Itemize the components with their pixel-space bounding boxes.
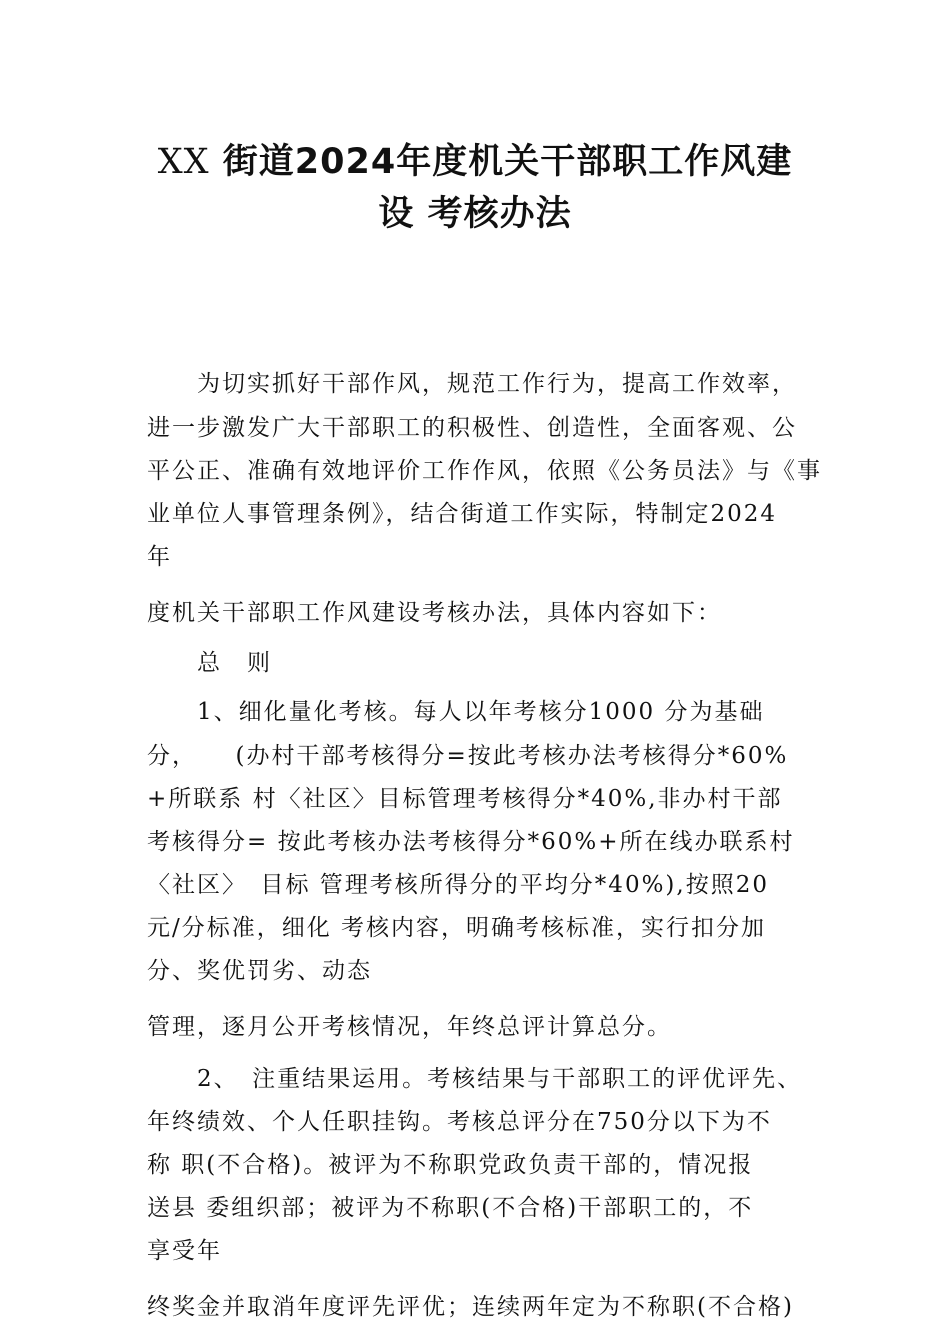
paragraph-line: 送县 委组织部；被评为不称职(不合格)干部职工的，不 bbox=[147, 1195, 754, 1221]
paragraph-line: 度机关干部职工作风建设考核办法，具体内容如下： bbox=[147, 600, 722, 626]
paragraph-line: 元/分标准，细化 考核内容，明确考核标准，实行扣分加 bbox=[147, 915, 767, 941]
paragraph-line: 分、奖优罚劣、动态 bbox=[147, 958, 372, 984]
paragraph-line: 享受年 bbox=[147, 1238, 222, 1264]
paragraph-line: 进一步激发广大干部职工的积极性、创造性，全面客观、公 bbox=[147, 415, 797, 441]
title-prefix: XX bbox=[157, 142, 210, 182]
paragraph-line: 终奖金并取消年度评先评优；连续两年定为不称职(不合格) bbox=[147, 1294, 794, 1320]
paragraph-line: 业单位人事管理条例》，结合街道工作实际，特制定2024 bbox=[147, 501, 778, 527]
paragraph-line: 平公正、准确有效地评价工作作风，依照《公务员法》与《事 bbox=[147, 458, 822, 484]
title-main: 街道2024年度机关干部职工作风建 bbox=[209, 142, 793, 182]
paragraph-line: 称 职(不合格)。被评为不称职党政负责干部的，情况报 bbox=[147, 1152, 754, 1178]
document-title-line-1 bbox=[0, 140, 950, 184]
paragraph-line: 年 bbox=[147, 544, 172, 570]
paragraph-line: 分， (办村干部考核得分=按此考核办法考核得分*60% bbox=[147, 743, 789, 769]
paragraph-line: 为切实抓好干部作风，规范工作行为，提高工作效率， bbox=[197, 371, 797, 397]
paragraph-line: +所联系 村〈社区〉目标管理考核得分*40%,非办村干部 bbox=[147, 786, 783, 812]
section-heading: 总 则 bbox=[197, 650, 272, 676]
paragraph-line: 考核得分= 按此考核办法考核得分*60%+所在线办联系村 bbox=[147, 829, 795, 855]
paragraph-line: 管理，逐月公开考核情况，年终总评计算总分。 bbox=[147, 1014, 672, 1040]
paragraph-line: 1、细化量化考核。每人以年考核分1000 分为基础 bbox=[197, 699, 765, 725]
document-title-line-2: 设 考核办法 bbox=[378, 194, 572, 234]
paragraph-line: 年终绩效、个人任职挂钩。考核总评分在750分以下为不 bbox=[147, 1109, 772, 1135]
paragraph-line: 〈社区〉 目标 管理考核所得分的平均分*40%),按照20 bbox=[147, 872, 769, 898]
paragraph-line: 2、 注重结果运用。考核结果与干部职工的评优评先、 bbox=[197, 1066, 803, 1092]
